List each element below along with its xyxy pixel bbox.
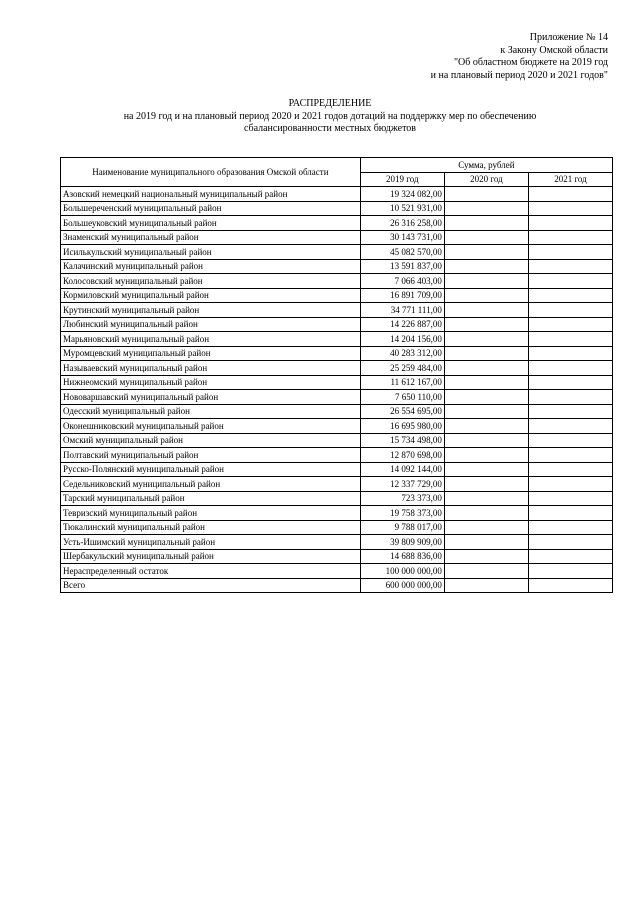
amount-2019: 14 688 836,00 — [360, 549, 444, 564]
table-row — [61, 245, 613, 260]
municipality-name: Крутинский муниципальный район — [61, 303, 361, 318]
table-row — [61, 375, 613, 390]
amount-2019: 15 734 498,00 — [360, 433, 444, 448]
appendix-law-title: "Об областном бюджете на 2019 год — [453, 57, 608, 68]
appendix-number: Приложение № 14 — [529, 32, 608, 43]
amount-2020 — [444, 462, 528, 477]
appendix-law-title-cont: и на плановый период 2020 и 2021 годов" — [430, 69, 608, 81]
municipality-name: Тевризский муниципальный район — [61, 506, 361, 521]
amount-2020 — [444, 520, 528, 535]
municipality-name: Исилькульский муниципальный район — [61, 245, 361, 260]
municipality-name: Называевский муниципальный район — [61, 361, 361, 376]
amount-2019: 12 870 698,00 — [360, 448, 444, 463]
municipality-name: Муромцевский муниципальный район — [61, 346, 361, 361]
amount-2019: 30 143 731,00 — [360, 230, 444, 245]
municipality-name: Омский муниципальный район — [61, 433, 361, 448]
amount-2019: 723 373,00 — [360, 491, 444, 506]
amount-2019: 19 324 082,00 — [360, 187, 444, 202]
municipality-name: Нижнеомский муниципальный район — [61, 375, 361, 390]
table-row — [61, 404, 613, 419]
municipality-name: Любинский муниципальный район — [61, 317, 361, 332]
amount-2021 — [528, 332, 612, 347]
municipality-name: Колосовский муниципальный район — [61, 274, 361, 289]
table-row — [61, 346, 613, 361]
table-row — [61, 230, 613, 245]
municipality-name: Одесский муниципальный район — [61, 404, 361, 419]
amount-2019: 40 283 312,00 — [360, 346, 444, 361]
table-row — [61, 549, 613, 564]
municipality-name: Марьяновский муниципальный район — [61, 332, 361, 347]
amount-2020 — [444, 448, 528, 463]
amount-2019: 9 788 017,00 — [360, 520, 444, 535]
document-subtitle-line1: на 2019 год и на плановый период 2020 и 2021 годов дотаций на поддержку мер по обеспечению — [123, 110, 537, 122]
table-row — [61, 419, 613, 434]
amount-2020 — [444, 216, 528, 231]
amount-2019: 600 000 000,00 — [360, 578, 444, 593]
table-row — [61, 317, 613, 332]
municipality-name: Седельниковский муниципальный район — [61, 477, 361, 492]
appendix-reference — [278, 32, 608, 82]
amount-2021 — [528, 564, 612, 579]
municipality-name: Нововаршавский муниципальный район — [61, 390, 361, 405]
amount-2021 — [528, 491, 612, 506]
municipality-name: Полтавский муниципальный район — [61, 448, 361, 463]
municipality-name: Знаменский муниципальный район — [61, 230, 361, 245]
amount-2021 — [528, 361, 612, 376]
amount-2020 — [444, 535, 528, 550]
amount-2020 — [444, 317, 528, 332]
amount-2020 — [444, 564, 528, 579]
amount-2020 — [444, 259, 528, 274]
municipality-name: Нераспределенный остаток — [61, 564, 361, 579]
amount-2019: 16 891 709,00 — [360, 288, 444, 303]
table-body — [61, 187, 613, 593]
table-row — [61, 491, 613, 506]
amount-2019: 13 591 837,00 — [360, 259, 444, 274]
amount-2021 — [528, 230, 612, 245]
municipality-name: Большереченский муниципальный район — [61, 201, 361, 216]
amount-2020 — [444, 491, 528, 506]
municipality-name: Русско-Полянский муниципальный район — [61, 462, 361, 477]
table-row — [61, 462, 613, 477]
amount-2019: 100 000 000,00 — [360, 564, 444, 579]
amount-2021 — [528, 535, 612, 550]
amount-2021 — [528, 259, 612, 274]
amount-2020 — [444, 346, 528, 361]
municipality-name: Оконешниковский муниципальный район — [61, 419, 361, 434]
header-year-2021: 2021 год — [528, 172, 612, 187]
amount-2021 — [528, 245, 612, 260]
amount-2020 — [444, 477, 528, 492]
municipality-name: Калачинский муниципальный район — [61, 259, 361, 274]
amount-2020 — [444, 375, 528, 390]
table-row — [61, 274, 613, 289]
table-row — [61, 361, 613, 376]
table-row — [61, 448, 613, 463]
amount-2019: 12 337 729,00 — [360, 477, 444, 492]
table-row — [61, 216, 613, 231]
amount-2019: 7 650 110,00 — [360, 390, 444, 405]
amount-2021 — [528, 549, 612, 564]
table-row — [61, 187, 613, 202]
amount-2020 — [444, 201, 528, 216]
amount-2021 — [528, 303, 612, 318]
distribution-table — [60, 157, 613, 593]
amount-2021 — [528, 578, 612, 593]
municipality-name: Шербакульский муниципальный район — [61, 549, 361, 564]
amount-2021 — [528, 520, 612, 535]
amount-2019: 7 066 403,00 — [360, 274, 444, 289]
amount-2020 — [444, 303, 528, 318]
table-row — [61, 578, 613, 593]
amount-2020 — [444, 419, 528, 434]
header-year-2020: 2020 год — [444, 172, 528, 187]
amount-2020 — [444, 433, 528, 448]
amount-2019: 39 809 909,00 — [360, 535, 444, 550]
amount-2019: 14 204 156,00 — [360, 332, 444, 347]
document-title: РАСПРЕДЕЛЕНИЕ — [288, 98, 372, 109]
appendix-law: к Закону Омской области — [500, 44, 608, 56]
amount-2021 — [528, 346, 612, 361]
amount-2019: 26 554 695,00 — [360, 404, 444, 419]
amount-2019: 25 259 484,00 — [360, 361, 444, 376]
table-row — [61, 520, 613, 535]
amount-2021 — [528, 477, 612, 492]
amount-2021 — [528, 317, 612, 332]
table-row — [61, 433, 613, 448]
header-sum: Сумма, рублей — [360, 158, 612, 173]
municipality-name: Кормиловский муниципальный район — [61, 288, 361, 303]
amount-2019: 10 521 931,00 — [360, 201, 444, 216]
header-year-2019: 2019 год — [360, 172, 444, 187]
amount-2020 — [444, 506, 528, 521]
document-subtitle-line2: сбалансированности местных бюджетов — [243, 123, 417, 134]
amount-2021 — [528, 375, 612, 390]
amount-2020 — [444, 578, 528, 593]
amount-2021 — [528, 187, 612, 202]
table-row — [61, 332, 613, 347]
amount-2021 — [528, 419, 612, 434]
amount-2020 — [444, 230, 528, 245]
amount-2021 — [528, 404, 612, 419]
table-row — [61, 564, 613, 579]
amount-2021 — [528, 462, 612, 477]
amount-2021 — [528, 288, 612, 303]
table-row — [61, 506, 613, 521]
amount-2019: 26 316 258,00 — [360, 216, 444, 231]
amount-2021 — [528, 216, 612, 231]
amount-2019: 34 771 111,00 — [360, 303, 444, 318]
municipality-name: Всего — [61, 578, 361, 593]
amount-2019: 45 082 570,00 — [360, 245, 444, 260]
municipality-name: Тюкалинский муниципальный район — [61, 520, 361, 535]
amount-2020 — [444, 274, 528, 289]
amount-2019: 14 226 887,00 — [360, 317, 444, 332]
amount-2020 — [444, 288, 528, 303]
amount-2021 — [528, 201, 612, 216]
table-row — [61, 259, 613, 274]
amount-2020 — [444, 361, 528, 376]
amount-2019: 11 612 167,00 — [360, 375, 444, 390]
table-row — [61, 477, 613, 492]
table-row — [61, 201, 613, 216]
municipality-name: Тарский муниципальный район — [61, 491, 361, 506]
amount-2021 — [528, 433, 612, 448]
amount-2021 — [528, 448, 612, 463]
amount-2020 — [444, 187, 528, 202]
amount-2019: 16 695 980,00 — [360, 419, 444, 434]
amount-2020 — [444, 390, 528, 405]
table-row — [61, 535, 613, 550]
table-row — [61, 303, 613, 318]
table-row — [61, 390, 613, 405]
amount-2020 — [444, 404, 528, 419]
amount-2019: 19 758 373,00 — [360, 506, 444, 521]
table-row — [61, 288, 613, 303]
amount-2021 — [528, 390, 612, 405]
amount-2021 — [528, 506, 612, 521]
amount-2021 — [528, 274, 612, 289]
header-municipality: Наименование муниципального образования Омской области — [61, 158, 361, 187]
amount-2020 — [444, 245, 528, 260]
municipality-name: Большеуковский муниципальный район — [61, 216, 361, 231]
amount-2020 — [444, 332, 528, 347]
amount-2020 — [444, 549, 528, 564]
amount-2019: 14 092 144,00 — [360, 462, 444, 477]
municipality-name: Азовский немецкий национальный муниципальный район — [61, 187, 361, 202]
document-heading — [90, 98, 570, 136]
municipality-name: Усть-Ишимский муниципальный район — [61, 535, 361, 550]
